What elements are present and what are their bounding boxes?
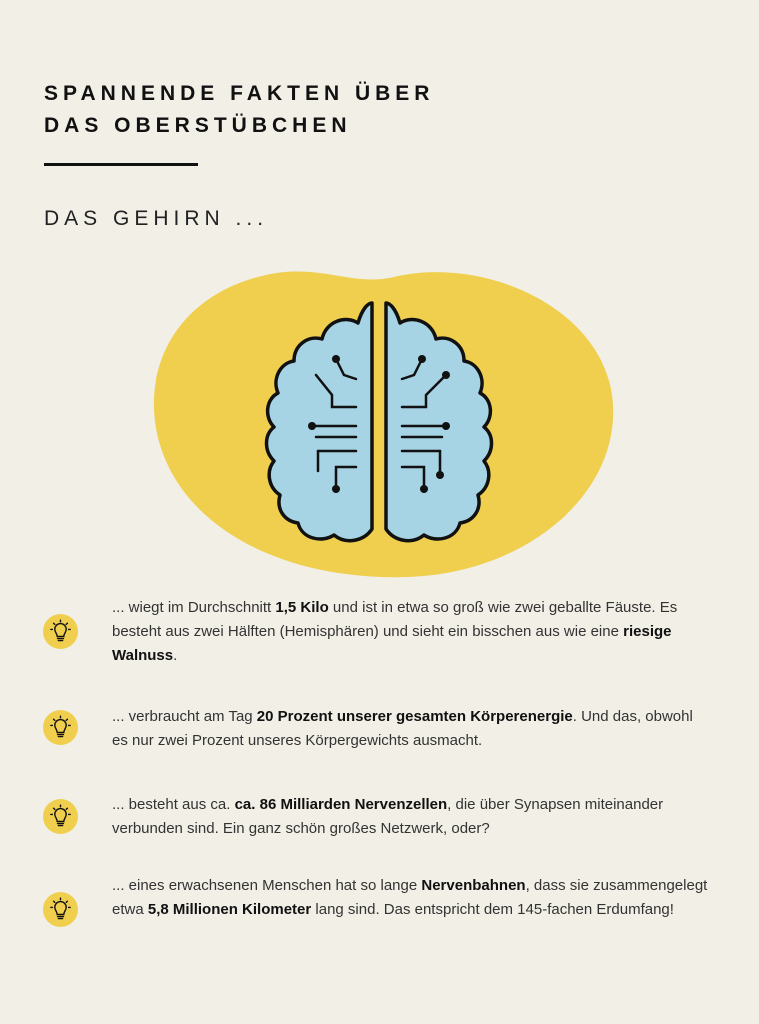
fact-text-4: ... eines erwachsenen Menschen hat so lange Nervenbahnen, dass sie zusammengelegt etwa 5,8 Millionen Kilometer lang sind. Das entspricht dem 145-fachen Erdumfang! [112,877,708,918]
lightbulb-icon [43,799,78,834]
highlight: 5,8 Millionen Kilometer [147,901,312,918]
title-divider [44,163,198,166]
page-title-line-1: SPANNENDE FAKTEN ÜBER [44,82,435,105]
highlight: 1,5 Kilo [275,599,329,616]
fact-text-1: ... wiegt im Durchschnitt 1,5 Kilo und ist in etwa so groß wie zwei geballte Fäuste. Es besteht aus zwei Hälften (Hemisphären) und sieht ein bisschen aus wie eine riesige Walnuss. [112,599,678,664]
fact-text-3: ... besteht aus ca. ca. 86 Milliarden Nervenzellen, die über Synapsen miteinander verbunden sind. Ein ganz schön großes Netzwerk, oder? [112,796,664,837]
page-title-line-2: DAS OBERSTÜBCHEN [44,114,352,137]
highlight: riesige Walnuss [112,623,672,664]
lightbulb-icon [43,614,78,649]
highlight: 20 Prozent unserer gesamten Körperenergie [256,708,573,725]
page-title [44,78,434,142]
highlight: Nervenbahnen [421,877,526,894]
highlight: ca. 86 Milliarden Nervenzellen [234,796,448,813]
fact-text-2: ... verbraucht am Tag 20 Prozent unserer gesamten Körperenergie. Und das, obwohl es nur zwei Prozent unseres Körpergewichts ausmacht. [112,708,693,749]
lightbulb-icon [43,892,78,927]
lightbulb-icon [43,710,78,745]
section-subtitle: DAS GEHIRN ... [44,207,269,230]
yellow-blob [154,272,613,578]
brain-illustration [146,255,616,580]
